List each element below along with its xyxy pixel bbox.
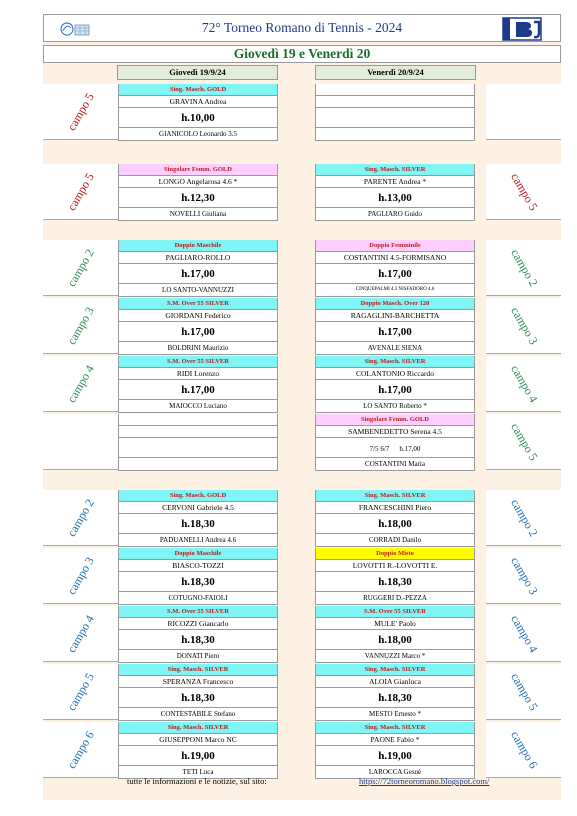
header-bar bbox=[43, 14, 561, 42]
player-one: GIUSEPPONI Marco NC bbox=[119, 734, 277, 746]
court-name: campo 5 bbox=[63, 89, 97, 133]
match-category: Sing. Masch. SILVER bbox=[119, 722, 277, 734]
court-label-left bbox=[43, 240, 118, 296]
match-category: Doppio Maschile bbox=[119, 548, 277, 560]
court-name: campo 4 bbox=[63, 361, 97, 405]
court-label-left bbox=[43, 490, 118, 546]
court-label-right bbox=[486, 164, 561, 220]
schedule-row bbox=[43, 606, 561, 664]
match-time: h.17,00 bbox=[316, 380, 474, 400]
match-card-right bbox=[315, 722, 475, 779]
court-group bbox=[43, 84, 561, 142]
court-name: campo 5 bbox=[507, 169, 541, 213]
match-category: Doppio Misto bbox=[316, 548, 474, 560]
player-one: PARENTE Andrea * bbox=[316, 176, 474, 188]
player-one: MULE' Paolo bbox=[316, 618, 474, 630]
match-time: h.13,00 bbox=[316, 188, 474, 208]
match-card-left bbox=[118, 84, 278, 141]
court-label-right bbox=[486, 298, 561, 354]
match-card-left bbox=[118, 722, 278, 779]
court-name: campo 6 bbox=[63, 727, 97, 771]
court-label-left bbox=[43, 606, 118, 662]
match-time: h.18,00 bbox=[316, 514, 474, 534]
match-time: h.18,30 bbox=[119, 630, 277, 650]
court-label-right bbox=[486, 664, 561, 720]
schedule-row bbox=[43, 298, 561, 356]
match-time: h.18,30 bbox=[119, 688, 277, 708]
court-name: campo 2 bbox=[63, 245, 97, 289]
court-label-left bbox=[43, 548, 118, 604]
match-category: Sing. Masch. SILVER bbox=[316, 356, 474, 368]
schedule-row bbox=[43, 164, 561, 222]
match-card-right bbox=[315, 164, 475, 221]
day-header-thursday: Giovedì 19/9/24 bbox=[117, 65, 278, 80]
player-two: AVENALE SIENA bbox=[316, 342, 474, 355]
match-card-left bbox=[118, 414, 278, 471]
player-two: PAGLIARO Guido bbox=[316, 208, 474, 221]
match-card-right bbox=[315, 490, 475, 547]
schedule-row bbox=[43, 548, 561, 606]
player-two: PADUANELLI Andrea 4.6 bbox=[119, 534, 277, 547]
player-one: COSTANTINI 4.5-FORMISANO bbox=[316, 252, 474, 264]
court-label-left bbox=[43, 164, 118, 220]
match-category: Doppio Masch. Over 120 bbox=[316, 298, 474, 310]
player-two: DONATI Piero bbox=[119, 650, 277, 663]
court-label-right bbox=[486, 414, 561, 470]
match-category: S.M. Over 55 SILVER bbox=[119, 606, 277, 618]
court-name: campo 2 bbox=[507, 245, 541, 289]
player-one: LONGO Angelarosa 4.6 * bbox=[119, 176, 277, 188]
court-label-left bbox=[43, 664, 118, 720]
match-category: Singolare Femm. GOLD bbox=[316, 414, 474, 426]
match-category: Sing. Masch. SILVER bbox=[316, 664, 474, 676]
court-group bbox=[43, 490, 561, 780]
player-one: COLANTONIO Riccardo bbox=[316, 368, 474, 380]
court-name: campo 5 bbox=[63, 169, 97, 213]
match-category: Doppio Maschile bbox=[119, 240, 277, 252]
match-time: h.17,00 bbox=[316, 264, 474, 284]
player-one: ALOIA Gianluca bbox=[316, 676, 474, 688]
court-name: campo 6 bbox=[507, 727, 541, 771]
court-label-left bbox=[43, 84, 118, 140]
player-two: LO SANTO Roberto * bbox=[316, 400, 474, 413]
schedule-row bbox=[43, 356, 561, 414]
match-category: Doppio Femminile bbox=[316, 240, 474, 252]
player-one: FRANCESCHINI Piero bbox=[316, 502, 474, 514]
match-time: h.17,00 bbox=[119, 322, 277, 342]
court-name: campo 2 bbox=[507, 495, 541, 539]
player-one: SAMBENEDETTO Serena 4.5 bbox=[316, 426, 474, 438]
match-time: h.17,00 bbox=[316, 322, 474, 342]
match-time: h.10,00 bbox=[119, 108, 277, 128]
player-two: VANNUZZI Marco * bbox=[316, 650, 474, 663]
court-label-right bbox=[486, 240, 561, 296]
match-time: h.19,00 bbox=[119, 746, 277, 766]
match-time bbox=[316, 438, 474, 458]
court-name: campo 4 bbox=[507, 361, 541, 405]
court-name: campo 3 bbox=[507, 303, 541, 347]
match-card-left bbox=[118, 356, 278, 413]
court-label-left bbox=[43, 722, 118, 778]
player-two: MAIOCCO Luciano bbox=[119, 400, 277, 413]
match-card-right bbox=[315, 356, 475, 413]
page-subtitle: Giovedì 19 e Venerdì 20 bbox=[43, 45, 561, 63]
court-name: campo 2 bbox=[63, 495, 97, 539]
player-two: MESTO Ernesto * bbox=[316, 708, 474, 721]
court-group bbox=[43, 164, 561, 222]
match-card-left bbox=[118, 298, 278, 355]
match-card-left bbox=[118, 548, 278, 605]
match-card-right bbox=[315, 548, 475, 605]
schedule-row bbox=[43, 414, 561, 472]
player-one: CERVONI Gabriele 4.5 bbox=[119, 502, 277, 514]
player-one: PAONE Fabio * bbox=[316, 734, 474, 746]
player-one: GIORDANI Federico bbox=[119, 310, 277, 322]
schedule-row bbox=[43, 490, 561, 548]
player-one: RICOZZI Giancarlo bbox=[119, 618, 277, 630]
player-one: LOVOTTI R.-LOVOTTI E. bbox=[316, 560, 474, 572]
match-time: h.12,30 bbox=[119, 188, 277, 208]
court-label-right bbox=[486, 490, 561, 546]
match-card-left bbox=[118, 664, 278, 721]
match-time: h.18,30 bbox=[119, 514, 277, 534]
match-card-right bbox=[315, 240, 475, 297]
match-time-value: h.17,00 bbox=[399, 445, 421, 453]
court-name: campo 3 bbox=[63, 553, 97, 597]
match-time: h.19,00 bbox=[316, 746, 474, 766]
match-time: h.18,30 bbox=[316, 688, 474, 708]
match-category: Sing. Masch. SILVER bbox=[119, 664, 277, 676]
match-card-right bbox=[315, 298, 475, 355]
court-name: campo 5 bbox=[63, 669, 97, 713]
match-card-right bbox=[315, 414, 475, 471]
player-two: CINQUEPALMI 4.3 NISFADORO 4.6 bbox=[316, 284, 474, 297]
match-category: S.M. Over 55 SILVER bbox=[119, 356, 277, 368]
match-category: Sing. Masch. GOLD bbox=[119, 84, 277, 96]
court-label-left bbox=[43, 356, 118, 412]
match-category: Sing. Masch. SILVER bbox=[316, 722, 474, 734]
player-two: NOVELLI Giuliana bbox=[119, 208, 277, 221]
match-time bbox=[316, 108, 474, 128]
match-time: h.17,00 bbox=[119, 264, 277, 284]
match-category: S.M. Over 55 SILVER bbox=[316, 606, 474, 618]
player-two: COSTANTINI Maria bbox=[316, 458, 474, 471]
match-card-left bbox=[118, 240, 278, 297]
player-one bbox=[316, 96, 474, 108]
match-card-right bbox=[315, 84, 475, 141]
player-two bbox=[119, 458, 277, 471]
player-two: GIANICOLO Leonardo 3.5 bbox=[119, 128, 277, 141]
court-name: campo 4 bbox=[507, 611, 541, 655]
player-two: BOLDRINI Maurizio bbox=[119, 342, 277, 355]
player-one: BIASCO-TOZZI bbox=[119, 560, 277, 572]
schedule-row bbox=[43, 84, 561, 142]
match-category bbox=[316, 84, 474, 96]
match-category: S.M. Over 55 SILVER bbox=[119, 298, 277, 310]
court-name: campo 3 bbox=[507, 553, 541, 597]
court-label-right bbox=[486, 548, 561, 604]
tennis-club-logo-icon bbox=[60, 19, 92, 39]
player-two: LO SANTO-VANNUZZI bbox=[119, 284, 277, 297]
court-label-right bbox=[486, 722, 561, 778]
match-category: Sing. Masch. GOLD bbox=[119, 490, 277, 502]
match-time: h.17,00 bbox=[119, 380, 277, 400]
court-label-right bbox=[486, 606, 561, 662]
schedule-sheet bbox=[43, 14, 561, 800]
court-group bbox=[43, 240, 561, 472]
match-time: h.18,30 bbox=[119, 572, 277, 592]
player-two: LAROCCA Gesuè bbox=[316, 766, 474, 779]
player-one: RAGAGLINI-BARCHETTA bbox=[316, 310, 474, 322]
match-time: h.18,30 bbox=[316, 572, 474, 592]
match-category: Sing. Masch. SILVER bbox=[316, 164, 474, 176]
match-category bbox=[119, 414, 277, 426]
player-two: TETI Luca bbox=[119, 766, 277, 779]
match-score: 7/5 6/7 bbox=[369, 445, 390, 453]
footer-link[interactable]: https://72torneoromano.blogspot.com/ bbox=[359, 776, 490, 786]
player-one: GRAVINA Andrea bbox=[119, 96, 277, 108]
player-two: RUGGERI D.-PEZZA bbox=[316, 592, 474, 605]
schedule-row bbox=[43, 722, 561, 780]
match-card-right bbox=[315, 606, 475, 663]
match-card-left bbox=[118, 164, 278, 221]
player-two: CORRADI Danilo bbox=[316, 534, 474, 547]
match-card-right bbox=[315, 664, 475, 721]
schedule-row bbox=[43, 664, 561, 722]
match-card-left bbox=[118, 606, 278, 663]
match-card-left bbox=[118, 490, 278, 547]
match-time bbox=[119, 438, 277, 458]
court-label-right bbox=[486, 356, 561, 412]
match-category: Singolare Femm. GOLD bbox=[119, 164, 277, 176]
court-name: campo 3 bbox=[63, 303, 97, 347]
player-one: SPERANZA Francesco bbox=[119, 676, 277, 688]
sponsor-logo-icon bbox=[502, 17, 542, 41]
player-two: CONTESTABILE Stefano bbox=[119, 708, 277, 721]
player-one: RIDI Lorenzo bbox=[119, 368, 277, 380]
court-label-left bbox=[43, 298, 118, 354]
schedule-row bbox=[43, 240, 561, 298]
player-two: COTUGNO-FAIOLI bbox=[119, 592, 277, 605]
day-header-friday: Venerdì 20/9/24 bbox=[315, 65, 476, 80]
player-two bbox=[316, 128, 474, 141]
match-time: h.18,00 bbox=[316, 630, 474, 650]
page-title: 72° Torneo Romano di Tennis - 2024 bbox=[201, 20, 403, 35]
court-name: campo 4 bbox=[63, 611, 97, 655]
player-one: PAGLIARO-ROLLO bbox=[119, 252, 277, 264]
player-one bbox=[119, 426, 277, 438]
court-name: campo 5 bbox=[507, 669, 541, 713]
court-label-left bbox=[43, 414, 118, 470]
court-name: campo 5 bbox=[507, 419, 541, 463]
footer-text: tutte le informazioni e le notizie, sul sito: bbox=[127, 776, 267, 786]
court-label-right bbox=[486, 84, 561, 140]
match-category: Sing. Masch. SILVER bbox=[316, 490, 474, 502]
